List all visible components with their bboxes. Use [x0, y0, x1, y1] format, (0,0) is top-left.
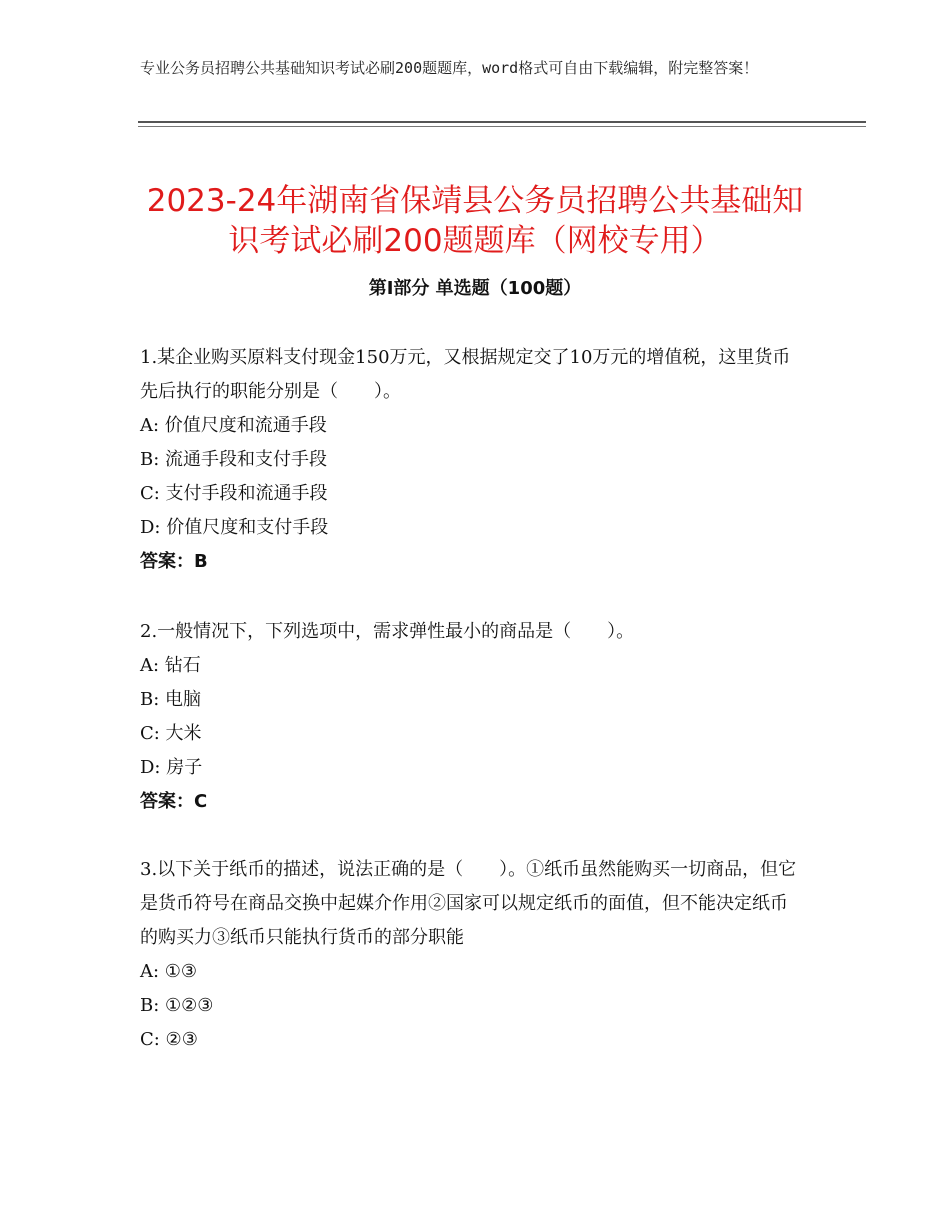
answer: 答案：B [140, 551, 208, 572]
question-stem: 1.某企业购买原料支付现金150万元，又根据规定交了10万元的增值税，这里货币先后执行的职能分别是（ ）。 [140, 347, 791, 402]
option-c: C: ②③ [140, 1029, 198, 1050]
answer: 答案：C [140, 791, 208, 812]
question-2 [140, 615, 800, 819]
option-b: B: ①②③ [140, 995, 214, 1016]
option-a: A: ①③ [140, 961, 198, 982]
header-note: 专业公务员招聘公共基础知识考试必刷200题题库，word格式可自由下载编辑，附完整答案！ [140, 59, 759, 77]
option-d: D: 价值尺度和支付手段 [140, 517, 329, 538]
question-3 [140, 853, 800, 1057]
option-b: B: 流通手段和支付手段 [140, 449, 328, 470]
header-divider-thick [138, 121, 866, 123]
question-stem: 2.一般情况下，下列选项中，需求弹性最小的商品是（ ）。 [140, 621, 635, 642]
document-title: 2023-24年湖南省保靖县公务员招聘公共基础知识考试必刷200题题库（网校专用） [146, 182, 804, 259]
option-d: D: 房子 [140, 757, 203, 778]
option-c: C: 大米 [140, 723, 202, 744]
section-title: 第Ⅰ部分 单选题（100题） [368, 278, 582, 299]
question-stem: 3.以下关于纸币的描述，说法正确的是（ ）。①纸币虽然能购买一切商品，但它是货币符号在商品交换中起媒介作用②国家可以规定纸币的面值，但不能决定纸币的购买力③纸币只能执行货币的部分职能 [140, 859, 797, 948]
option-a: A: 钻石 [140, 655, 201, 676]
option-c: C: 支付手段和流通手段 [140, 483, 328, 504]
header-divider-thin [138, 126, 866, 127]
option-b: B: 电脑 [140, 689, 202, 710]
option-a: A: 价值尺度和流通手段 [140, 415, 327, 436]
question-1 [140, 341, 800, 579]
